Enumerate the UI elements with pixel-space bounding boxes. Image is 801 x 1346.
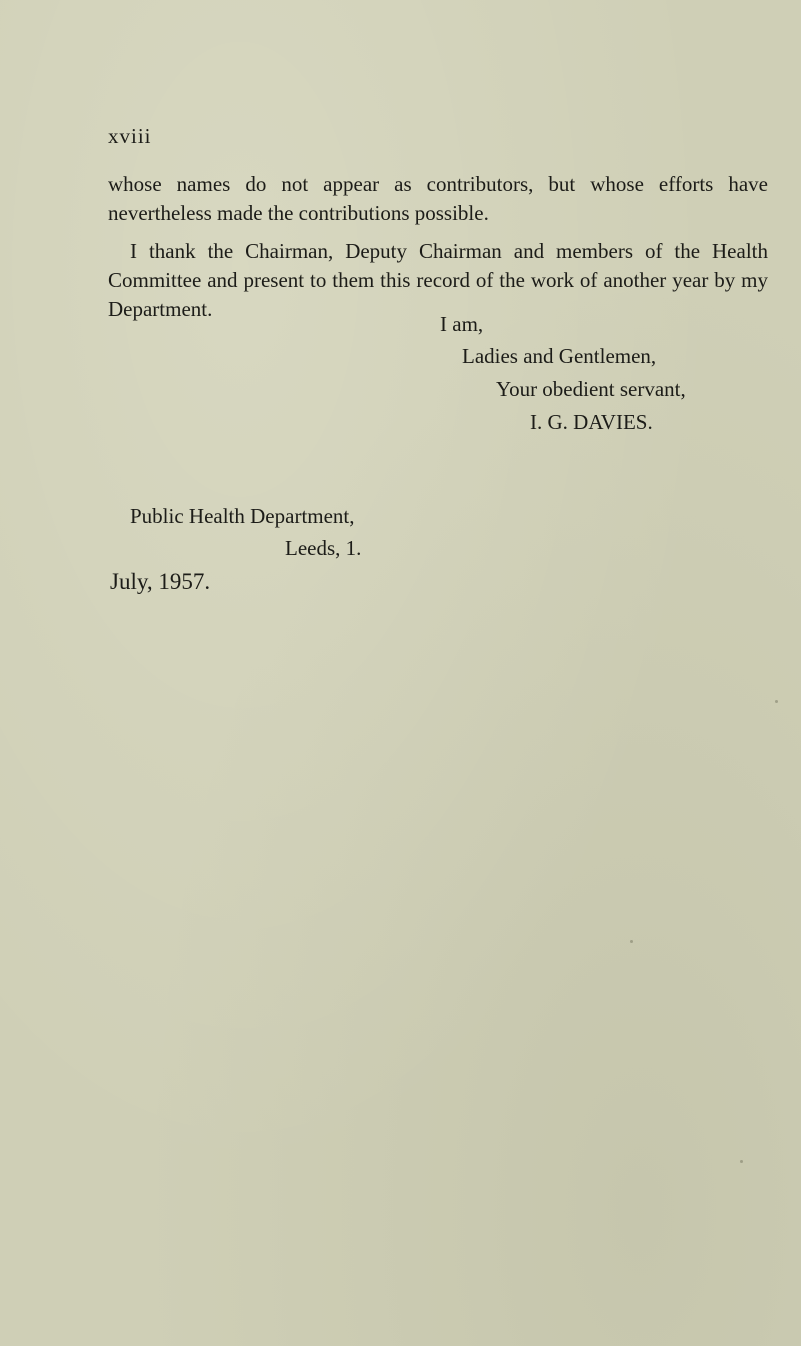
- address-city: Leeds, 1.: [285, 536, 362, 560]
- paper-speck: [740, 1160, 743, 1163]
- page-number: xviii: [108, 124, 152, 148]
- paper-speck: [630, 940, 633, 943]
- paper-speck: [775, 700, 778, 703]
- paragraph-contributors: whose names do not appear as contributors, but whose efforts have nevertheless made the contributions possible.: [108, 172, 768, 225]
- signature-salutation: I am,: [440, 312, 484, 336]
- address-department: Public Health Department,: [130, 504, 355, 528]
- signature-name: I. G. DAVIES.: [530, 410, 653, 434]
- signature-closing: Your obedient servant,: [496, 377, 686, 401]
- address-date: July, 1957.: [110, 569, 211, 594]
- paragraph-thanks: I thank the Chairman, Deputy Chairman and members of the Health Committee and present to them this record of the work of another year by my Department.: [108, 239, 768, 321]
- signature-addressee: Ladies and Gentlemen,: [462, 344, 657, 368]
